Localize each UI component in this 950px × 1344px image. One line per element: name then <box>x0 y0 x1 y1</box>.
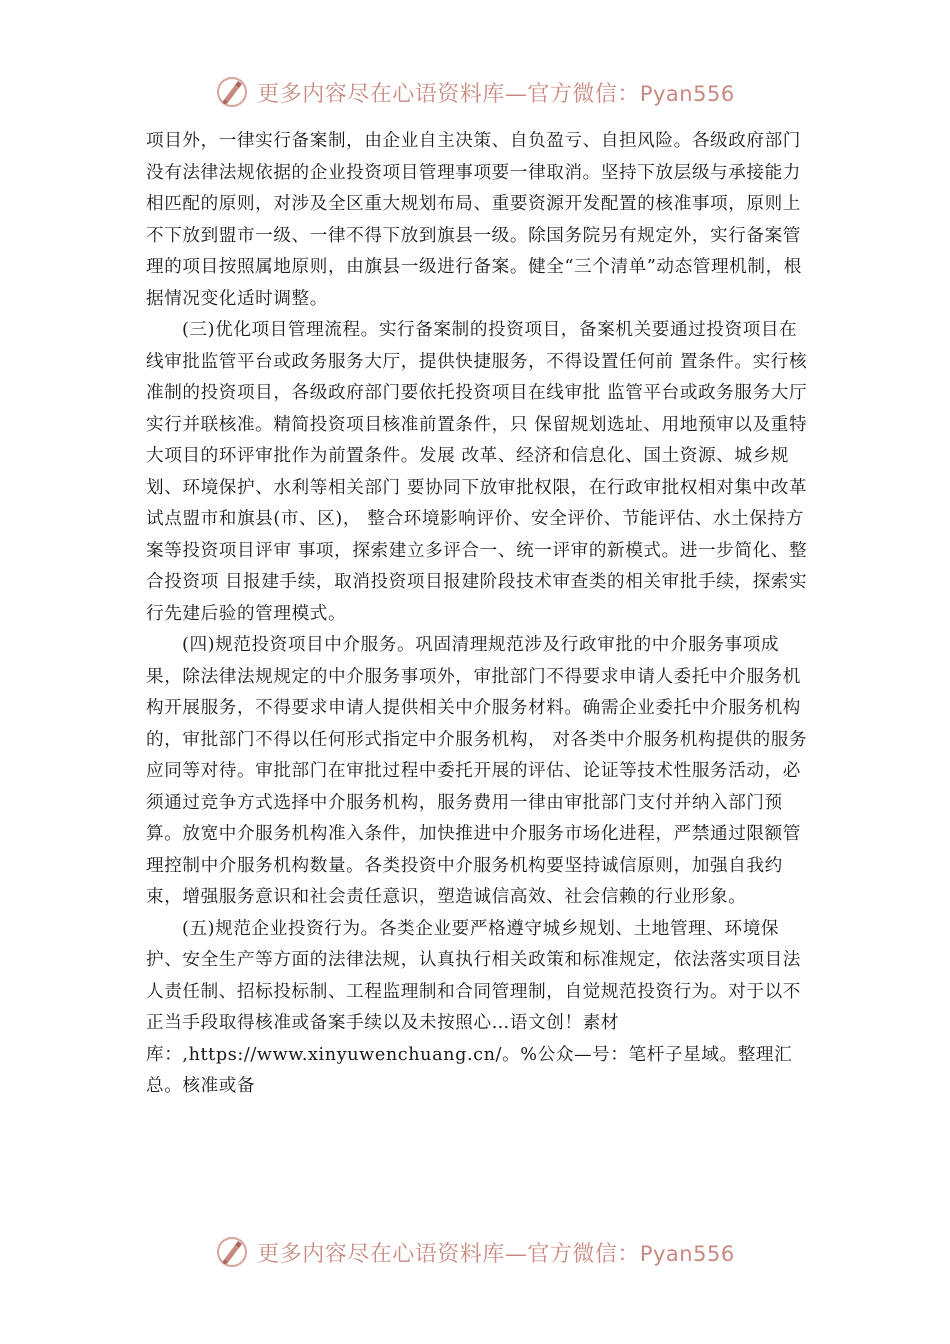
footer-banner-text <box>257 1237 734 1268</box>
footer-banner <box>0 1230 950 1274</box>
header-banner-separator: —官方微信： <box>504 81 640 107</box>
header-banner-id: Pyan556 <box>639 81 735 106</box>
footer-banner-separator: —官方微信： <box>504 1241 640 1267</box>
paragraph-2: (三)优化项目管理流程。实行备案制的投资项目，备案机关要通过投资项目在线审批监管平台或政务服务大厅，提供快捷服务，不得设置任何前 置条件。实行核准制的投资项目，各级政府部门要依托投资项目在线审批 监管平台或政务服务大厅实行并联核准。精简投资项目核准前置条件，只 保留规划选址、用地预审以及重特大项目的环评审批作为前置条件。发展 改革、经济和信息化、国土资源、城乡规划、环境保护、水利等相关部门 要协同下放审批权限，在行政审批权相对集中改革试点盟市和旗县(市、区)， 整合环境影响评价、安全评价、节能评估、水土保持方案等投资项目评审 事项，探索建立多评合一、统一评审的新模式。进一步简化、整合投资项 目报建手续，取消投资项目报建阶段技术审查类的相关审批手续，探索实 行先建后验的管理模式。 <box>146 320 808 624</box>
document-body <box>146 126 810 1103</box>
header-banner-text <box>257 77 734 108</box>
paragraph-3: (四)规范投资项目中介服务。巩固清理规范涉及行政审批的中介服务事项成果，除法律法规规定的中介服务事项外，审批部门不得要求申请人委托中介服务机构开展服务，不得要求申请人提供相关中介服务材料。确需企业委托中介服务机构的，审批部门不得以任何形式指定中介服务机构， 对各类中介服务机构提供的服务应同等对待。审批部门在审批过程中委托开展的评估、论证等技术性服务活动，必须通过竞争方式选择中介服务机构，服务费用一律由审批部门支付并纳入部门预算。放宽中介服务机构准入条件，加快推进中介服务市场化进程，严禁通过限额管理控制中介服务机构数量。各类投资中介服务机构要坚持诚信原则，加强自我约束，增强服务意识和社会责任意识，塑造诚信高效、社会信赖的行业形象。 <box>146 635 808 907</box>
pen-logo-icon <box>215 1235 249 1269</box>
header-banner-main: 更多内容尽在心语资料库 <box>257 81 505 107</box>
header-banner <box>0 70 950 114</box>
footer-banner-main: 更多内容尽在心语资料库 <box>257 1241 505 1267</box>
pen-logo-icon <box>215 75 249 109</box>
paragraph-1: 项目外，一律实行备案制，由企业自主决策、自负盈亏、自担风险。各级政府部门没有法律法规依据的企业投资项目管理事项要一律取消。坚持下放层级与承接能力相匹配的原则，对涉及全区重大规划布局、重要资源开发配置的核准事项，原则上不下放到盟市一级、一律不得下放到旗县一级。除国务院另有规定外，实行备案管理的项目按照属地原则，由旗县一级进行备案。健全“三个清单”动态管理机制，根据情况变化适时调整。 <box>146 131 802 309</box>
paragraph-4: (五)规范企业投资行为。各类企业要严格遵守城乡规划、土地管理、环境保护、安全生产等方面的法律法规，认真执行相关政策和标准规定，依法落实项目法人责任制、招标投标制、工程监理制和合同管理制，自觉规范投资行为。对于以不正当手段取得核准或备案手续以及未按照心…语文创！素材库：,https://www.xinyuwenchuang.cn/。%公众—号：笔杆子星域。整理汇总。核准或备 <box>146 918 801 1096</box>
footer-banner-id: Pyan556 <box>639 1241 735 1266</box>
